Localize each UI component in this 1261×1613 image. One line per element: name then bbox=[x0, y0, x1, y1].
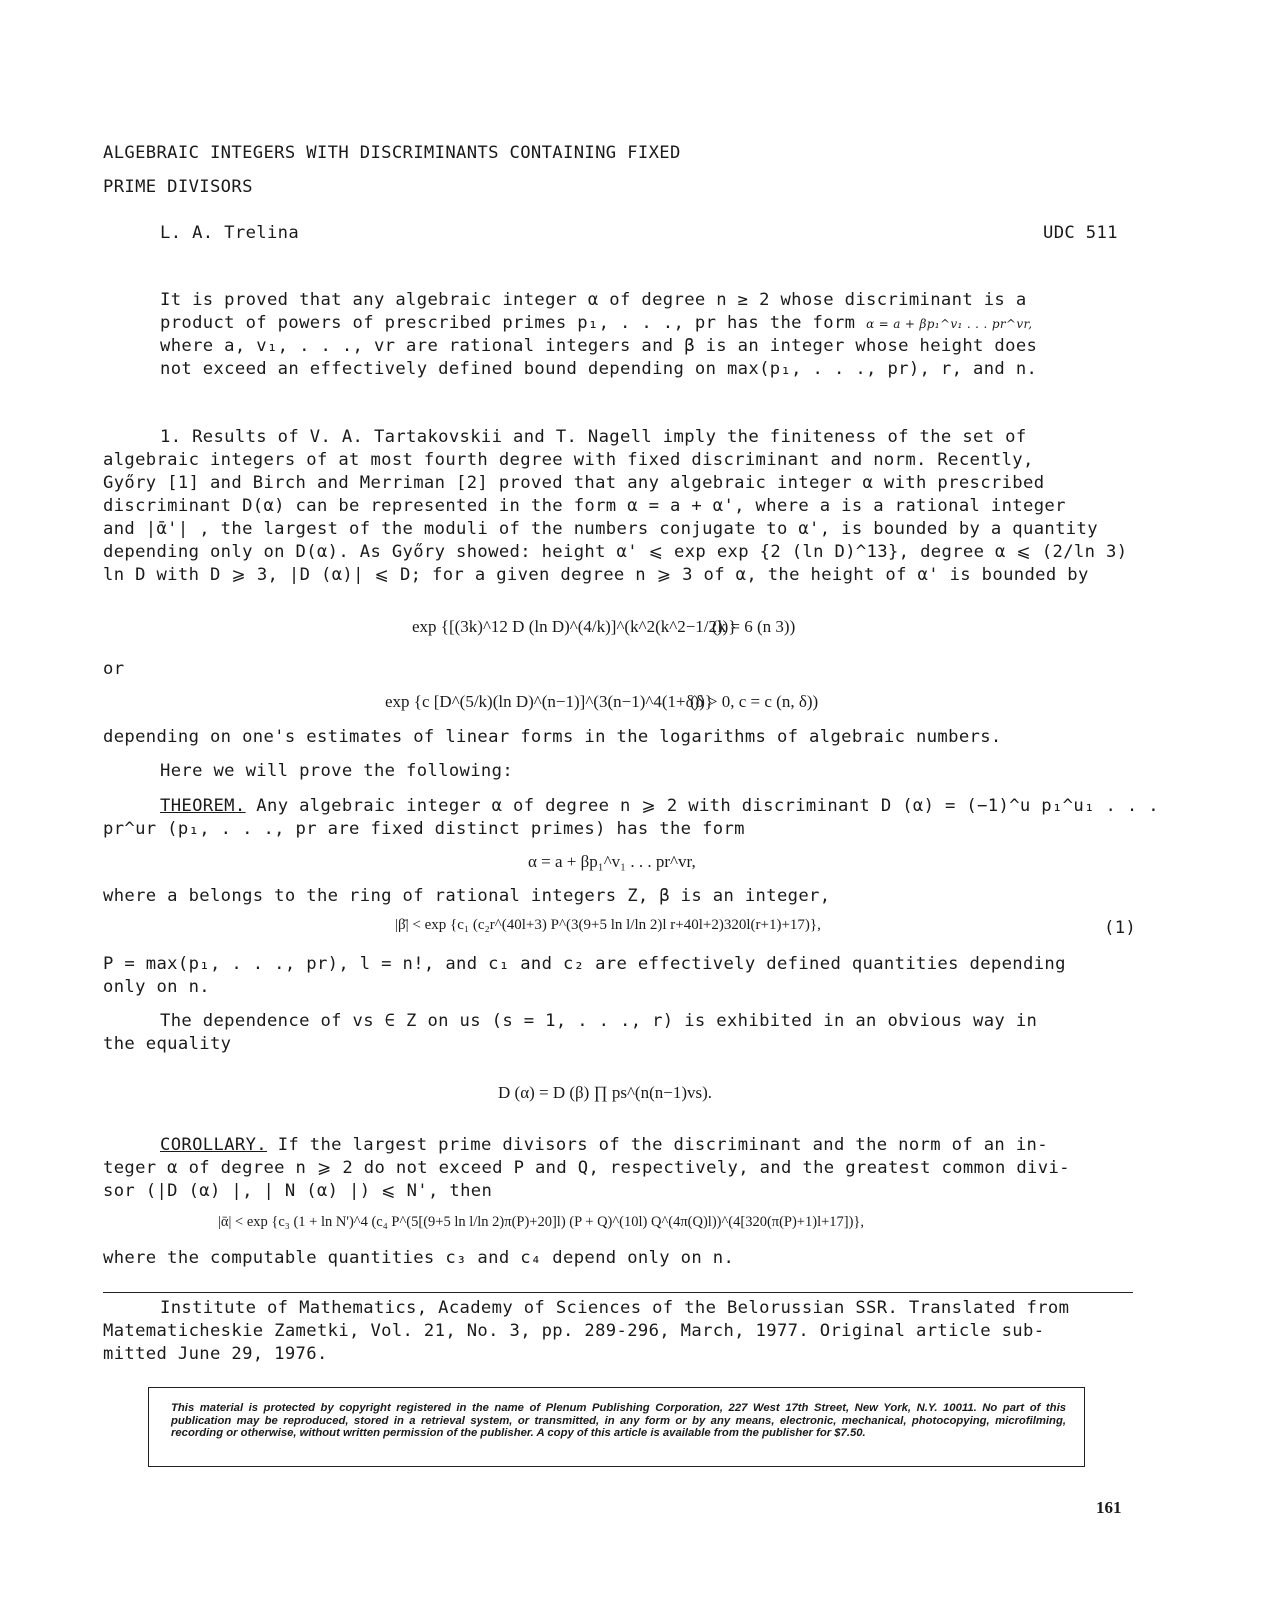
section1-line-2: algebraic integers of at most fourth degree with fixed discriminant and norm. Recently, bbox=[103, 450, 1034, 470]
udc-code: UDC 511 bbox=[1043, 223, 1118, 243]
copyright-text: This material is protected by copyright registered in the name of Plenum Publishing Corporation, 227 West 17th Street, New York, N.Y. 10011. No part of this publication may be reproduced, stored in a retrieval system, or transmitted, in any form or by any means, electronic, mechanical, photocopying, microfilming, recording or otherwise, without written permission of the publisher. A copy of this article is available from the publisher for $7.50. bbox=[171, 1402, 1066, 1440]
where-line: where a belongs to the ring of rational integers Z, β is an integer, bbox=[103, 886, 831, 906]
section1-line-5: and |ᾱ'| , the largest of the moduli of the numbers conjugate to α', is bounded by a quantity bbox=[103, 519, 1098, 539]
text-here-we-prove: Here we will prove the following: bbox=[160, 761, 514, 781]
equation-number-1: (1) bbox=[1104, 918, 1137, 938]
section1-line-3: Győry [1] and Birch and Merriman [2] proved that any algebraic integer α with prescribed bbox=[103, 473, 1045, 493]
section1-line-1: 1. Results of V. A. Tartakovskii and T. Nagell imply the finiteness of the set of bbox=[160, 427, 1027, 447]
definitions-line-1: P = max(p₁, . . ., pr), l = n!, and c₁ and c₂ are effectively defined quantities depending bbox=[103, 954, 1066, 974]
footnote-line-3: mitted June 29, 1976. bbox=[103, 1344, 328, 1364]
section1-line-4: discriminant D(α) can be represented in the form α = a + α', where a is a rational integer bbox=[103, 496, 1066, 516]
corollary-line-3: sor (|D (α) |, | N (α) |) ⩽ N', then bbox=[103, 1181, 493, 1201]
copyright-notice bbox=[148, 1387, 1085, 1467]
or-text: or bbox=[103, 659, 125, 679]
equation-discriminant: D (α) = D (β) ∏ ps^(n(n−1)vs). bbox=[498, 1083, 713, 1102]
equation-alternative-bound: exp {c [D^(5/k)(ln D)^(n−1)]^(3(n−1)^4(1+δ))} bbox=[385, 692, 714, 711]
corollary-line-1: COROLLARY. If the largest prime divisors of the discriminant and the norm of an in- bbox=[160, 1135, 1048, 1155]
equation-k-definition: (k = 6 (n 3)) bbox=[712, 617, 796, 636]
abstract-formula: α = a + βp₁^v₁ . . . pr^vr, bbox=[866, 317, 1033, 331]
title-line-2: PRIME DIVISORS bbox=[103, 177, 253, 197]
theorem-label: THEOREM. bbox=[160, 796, 246, 816]
abstract-line-1: It is proved that any algebraic integer α of degree n ≥ 2 whose discriminant is a bbox=[160, 290, 1027, 310]
equation-height-bound: exp {[(3k)^12 D (ln D)^(4/k)]^(k^2(k^2−1/2))} bbox=[412, 617, 737, 636]
title-line-1: ALGEBRAIC INTEGERS WITH DISCRIMINANTS CONTAINING FIXED bbox=[103, 143, 681, 163]
page-number: 161 bbox=[1096, 1498, 1122, 1517]
theorem-line-1: THEOREM. Any algebraic integer α of degree n ⩾ 2 with discriminant D (α) = (−1)^u p₁^u₁ . . . bbox=[160, 796, 1159, 816]
equation-delta-condition: (δ > 0, c = c (n, δ)) bbox=[690, 692, 819, 711]
definitions-line-2: only on n. bbox=[103, 977, 210, 997]
last-line: where the computable quantities c₃ and c₄ depend only on n. bbox=[103, 1248, 735, 1268]
dependence-line-2: the equality bbox=[103, 1034, 232, 1054]
section1-line-6: depending only on D(α). As Győry showed: height α' ⩽ exp exp {2 (ln D)^13}, degree α ⩽ (2/ln 3) bbox=[103, 542, 1128, 562]
footnote-rule bbox=[103, 1292, 1133, 1293]
corollary-line-2: teger α of degree n ⩾ 2 do not exceed P and Q, respectively, and the greatest common divi- bbox=[103, 1158, 1070, 1178]
footnote-line-2: Matematicheskie Zametki, Vol. 21, No. 3, pp. 289-296, March, 1977. Original article sub- bbox=[103, 1321, 1045, 1341]
author: L. A. Trelina bbox=[160, 223, 300, 243]
abstract-line-4: not exceed an effectively defined bound depending on max(p₁, . . ., pr), r, and n. bbox=[160, 359, 1038, 379]
equation-corollary-bound: |ᾱ| < exp {c₃ (1 + ln N')^4 (c₄ P^(5[(9+5 ln l/ln 2)π(P)+20]l) (P + Q)^(10l) Q^(4π(Q)l))^(4[320(π(P)+1)l+17])}, bbox=[218, 1214, 865, 1230]
equation-1-beta-bound: |β̄| < exp {c₁ (c₂r^(40l+3) P^(3(9+5 ln l/ln 2)l r+40l+2)320l(r+1)+17)}, bbox=[395, 917, 821, 933]
text-after-equation: depending on one's estimates of linear forms in the logarithms of algebraic numbers. bbox=[103, 727, 1002, 747]
abstract-line-3: where a, v₁, . . ., vr are rational integers and β is an integer whose height does bbox=[160, 336, 1038, 356]
footnote-line-1: Institute of Mathematics, Academy of Sciences of the Belorussian SSR. Translated from bbox=[160, 1298, 1070, 1318]
section1-line-7: ln D with D ⩾ 3, |D (α)| ⩽ D; for a given degree n ⩾ 3 of α, the height of α' is bounded by bbox=[103, 565, 1089, 585]
corollary-label: COROLLARY. bbox=[160, 1135, 267, 1155]
abstract-line-2: product of powers of prescribed primes p₁, . . ., pr has the form α = a + βp₁^v₁ . . . pr^vr, bbox=[160, 313, 1033, 333]
equation-form: α = a + βp₁^v₁ . . . pr^vr, bbox=[528, 852, 696, 871]
dependence-line-1: The dependence of vs ∈ Z on us (s = 1, . . ., r) is exhibited in an obvious way in bbox=[160, 1011, 1038, 1031]
theorem-line-2: pr^ur (p₁, . . ., pr are fixed distinct primes) has the form bbox=[103, 819, 745, 839]
